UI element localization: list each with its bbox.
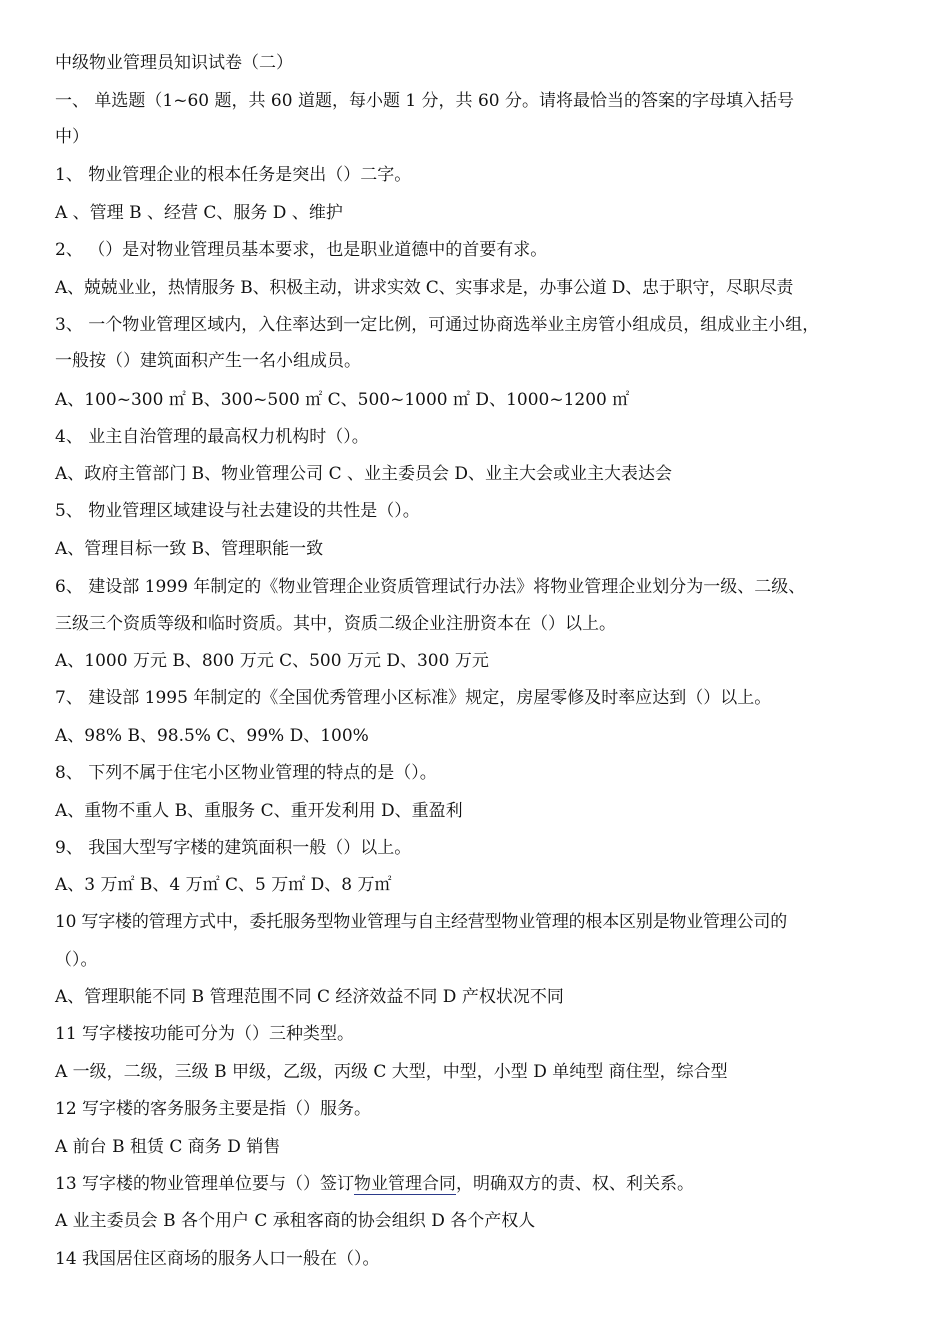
answer-options-6: A、1000 万元 B、800 万元 C、500 万元 D、300 万元 — [55, 651, 489, 671]
section-heading: 一、 单选题（1~60 题，共 60 道题，每小题 1 分，共 60 分。请将最恰当的答案的字母填入括号 — [55, 91, 795, 111]
question-10: 10 写字楼的管理方式中，委托服务型物业管理与自主经营型物业管理的根本区别是物业管理公司的 — [55, 912, 788, 932]
answer-options-7: A、98% B、98.5% C、99% D、100% — [55, 726, 369, 746]
question-9: 9、 我国大型写字楼的建筑面积一般（）以上。 — [55, 838, 412, 858]
answer-options-4: A、政府主管部门 B、物业管理公司 C 、业主委员会 D、业主大会或业主大表达会 — [55, 464, 673, 484]
question-5: 5、 物业管理区域建设与社去建设的共性是（）。 — [55, 501, 420, 521]
question-2: 2、 （）是对物业管理员基本要求，也是职业道德中的首要有求。 — [55, 240, 548, 260]
question-11: 11 写字楼按功能可分为（）三种类型。 — [55, 1024, 355, 1044]
answer-options-1: A 、管理 B 、经营 C、服务 D 、维护 — [55, 203, 343, 223]
page-title: 中级物业管理员知识试卷（二） — [55, 53, 293, 73]
question-8: 8、 下列不属于住宅小区物业管理的特点的是（）。 — [55, 763, 437, 783]
answer-options-8: A、重物不重人 B、重服务 C、重开发利用 D、重盈利 — [55, 801, 463, 821]
section-heading-cont: 中） — [55, 127, 89, 147]
property-contract-link[interactable]: 物业管理合同 — [354, 1174, 457, 1194]
question-10-cont: （）。 — [55, 950, 98, 970]
answer-options-11: A 一级，二级，三级 B 甲级，乙级，丙级 C 大型，中型，小型 D 单纯型 商住型，综合型 — [55, 1062, 728, 1082]
answer-options-13: A 业主委员会 B 各个用户 C 承租客商的协会组织 D 各个产权人 — [55, 1211, 536, 1231]
answer-options-12: A 前台 B 租赁 C 商务 D 销售 — [55, 1137, 281, 1157]
question-6-cont: 三级三个资质等级和临时资质。其中，资质二级企业注册资本在（）以上。 — [55, 614, 616, 634]
question-6: 6、 建设部 1999 年制定的《物业管理企业资质管理试行办法》将物业管理企业划分为一级、二级、 — [55, 577, 806, 597]
answer-options-3: A、100~300 ㎡ B、300~500 ㎡ C、500~1000 ㎡ D、1000~1200 ㎡ — [55, 390, 630, 410]
answer-options-2: A、兢兢业业，热情服务 B、积极主动，讲求实效 C、实事求是，办事公道 D、忠于职守，尽职尽责 — [55, 278, 794, 298]
answer-options-5: A、管理目标一致 B、管理职能一致 — [55, 539, 324, 559]
question-4: 4、 业主自治管理的最高权力机构时（）。 — [55, 427, 369, 447]
question-3-cont: 一般按（）建筑面积产生一名小组成员。 — [55, 351, 361, 371]
question-3: 3、 一个物业管理区域内，入住率达到一定比例，可通过协商选举业主房管小组成员，组成业主小组， — [55, 315, 820, 335]
question-13 — [55, 1173, 910, 1195]
answer-options-9: A、3 万㎡ B、4 万㎡ C、5 万㎡ D、8 万㎡ — [55, 875, 392, 895]
answer-options-10: A、管理职能不同 B 管理范围不同 C 经济效益不同 D 产权状况不同 — [55, 987, 564, 1007]
question-13-text-start: 13 写字楼的物业管理单位要与（）签订 — [55, 1174, 355, 1194]
question-1: 1、 物业管理企业的根本任务是突出（）二字。 — [55, 165, 412, 185]
question-14: 14 我国居住区商场的服务人口一般在（）。 — [55, 1249, 380, 1269]
question-7: 7、 建设部 1995 年制定的《全国优秀管理小区标准》规定，房屋零修及时率应达到（）以上。 — [55, 688, 772, 708]
question-12: 12 写字楼的客务服务主要是指（）服务。 — [55, 1099, 372, 1119]
question-13-text-end: ，明确双方的责、权、利关系。 — [456, 1174, 695, 1194]
